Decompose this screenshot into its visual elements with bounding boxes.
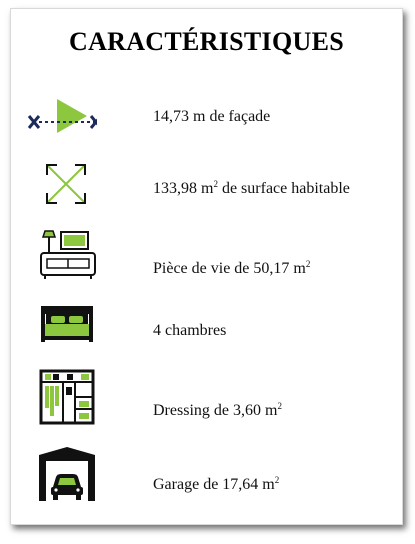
feature-label: Pièce de vie de 50,17 $m^2$ <box>153 259 311 277</box>
bed-icon <box>19 302 97 362</box>
card-title: CARACTÉRISTIQUES <box>69 27 344 56</box>
feature-row-bedrooms <box>11 302 402 362</box>
feature-label: 4 chambres <box>153 322 227 339</box>
feature-row-surface <box>11 159 402 219</box>
surface-arrows-icon <box>19 159 97 219</box>
feature-row-living-room <box>11 227 402 287</box>
characteristics-card <box>10 8 403 525</box>
wardrobe-icon <box>19 367 97 427</box>
garage-icon <box>19 445 97 505</box>
feature-label: 133,98 $m^2$ de surface habitable <box>153 179 350 197</box>
feature-label: 14,73 m de façade <box>153 108 271 125</box>
feature-row-garage <box>11 445 402 505</box>
feature-label: Garage de 17,64 $m^2$ <box>153 475 280 493</box>
living-room-icon <box>19 227 97 287</box>
feature-label: Dressing de 3,60 $m^2$ <box>153 401 282 419</box>
feature-row-dressing <box>11 367 402 427</box>
facade-width-icon <box>19 91 97 151</box>
feature-row-facade <box>11 91 402 151</box>
